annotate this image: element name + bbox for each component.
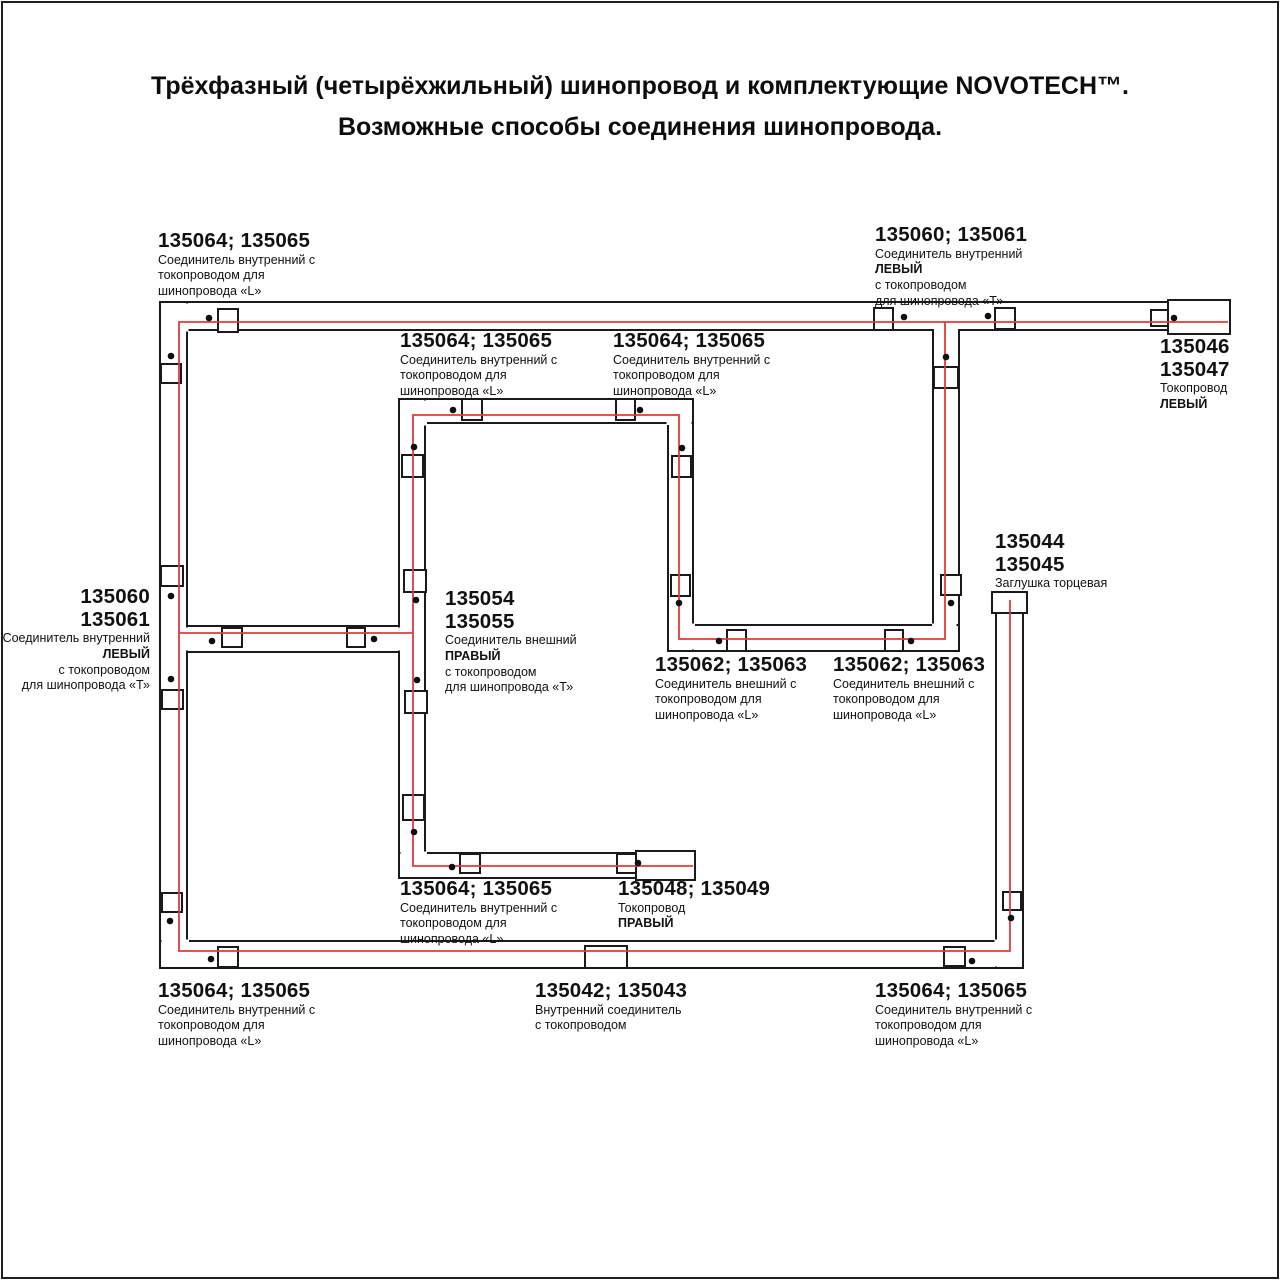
label-line: для шинопровода «Т» [21,678,150,693]
connector-box [934,367,958,388]
part-numbers: 135060 [80,585,150,608]
label-line: Соединитель внутренний с [875,1002,1033,1017]
part-numbers: 135062; 135063 [655,653,808,676]
connector-box [404,570,426,592]
marker-dot [449,864,456,871]
part-numbers: 135064; 135065 [400,329,553,352]
track-left-branch [187,626,399,652]
part-numbers: 135047 [1160,357,1230,381]
junction-patch [398,628,424,651]
part-numbers: 135045 [995,552,1065,576]
label-line: Соединитель внешний [445,633,577,648]
marker-dot [414,677,421,684]
label-line: шинопровода «L» [158,284,262,299]
marker-dot [908,638,915,645]
label-t-connector-middle [445,588,577,696]
label-line: Соединитель внутренний с [158,252,316,267]
track-middle-top [399,399,693,423]
label-line: Соединитель внешний с [655,676,797,691]
connector-box [1151,310,1168,326]
marker-dot [206,315,213,322]
label-line: ЛЕВЫЙ [1160,396,1208,411]
connector-box [218,947,238,967]
marker-dot [679,445,686,452]
marker-dot [450,407,457,414]
power-feed-left-piece [1168,300,1230,334]
label-line: токопроводом для [158,268,265,283]
connector-box [885,630,903,651]
marker-dot [411,829,418,836]
connector-box [460,854,480,873]
label-line: с токопроводом [445,664,537,679]
label-line: ПРАВЫЙ [445,648,501,663]
connector-box [462,399,482,420]
label-line: Соединитель внутренний [2,631,150,646]
label-outer-connector-right [833,654,985,724]
connector-box [218,309,238,332]
label-inner-connector-bottom-right [875,980,1032,1050]
connector-box [405,691,427,713]
part-numbers: 135046 [1160,335,1230,358]
marker-dot [901,314,908,321]
part-numbers: 135064; 135065 [158,229,311,252]
junction-patch [162,304,189,332]
label-t-connector-left [3,586,150,694]
label-line: токопроводом для [875,1018,982,1033]
marker-dot [1171,315,1178,322]
label-line: Соединитель внешний с [833,676,975,691]
junction-patch [162,940,190,967]
connector-box [161,364,181,383]
marker-dot [969,958,976,965]
label-line: токопроводом для [158,1018,265,1033]
label-power-feed-right [618,878,770,932]
part-numbers: 135064; 135065 [875,979,1028,1002]
part-numbers: 135042; 135043 [535,979,688,1002]
connector-box [222,628,242,647]
part-numbers: 135044 [995,530,1065,553]
connector-box [617,854,636,873]
marker-dot [637,407,644,414]
label-line: шинопровода «L» [400,384,504,399]
part-numbers: 135064; 135065 [158,979,311,1002]
marker-dot [208,956,215,963]
marker-dot [948,600,955,607]
label-line: токопроводом для [400,916,507,931]
marker-dot [411,444,418,451]
label-inner-connector-top-left [158,230,315,300]
label-line: токопроводом для [613,368,720,383]
marker-dot [676,600,683,607]
label-line: Соединитель внутренний [875,246,1023,261]
part-numbers: 135054 [445,587,515,610]
label-line: токопроводом для [833,692,940,707]
connector-box [616,399,635,420]
label-straight-connector [535,980,687,1034]
marker-dot [985,313,992,320]
label-line: Токопровод [1160,381,1228,396]
label-line: ЛЕВЫЙ [875,262,923,277]
label-line: для шинопровода «Т» [875,293,1004,308]
part-numbers: 135048; 135049 [618,877,771,900]
marker-dot [209,638,216,645]
label-line: шинопровода «L» [875,1034,979,1049]
label-line: шинопровода «L» [158,1034,262,1049]
marker-dot [168,593,175,600]
label-line: токопроводом для [655,692,762,707]
label-t-connector-top-right [875,224,1027,310]
part-numbers: 135060; 135061 [875,223,1028,246]
title-line-2: Возможные способы соединения шинопровода. [337,112,943,141]
label-line: Токопровод [618,900,686,915]
title-line-1: Трёхфазный (четырёхжильный) шинопровод и комплектующие NOVOTECH™. [151,72,1129,100]
label-line: шинопровода «L» [613,384,717,399]
marker-dot [168,353,175,360]
marker-dot [167,918,174,925]
connector-box [671,575,690,596]
label-inner-connector-mid-right [613,330,770,400]
connector-box [995,308,1015,329]
marker-dot [716,638,723,645]
marker-dot [635,860,642,867]
label-line: Заглушка торцевая [995,576,1108,591]
marker-dot [168,676,175,683]
label-outer-connector-left [655,654,807,724]
label-inner-connector-bottom-left [158,980,315,1050]
label-line: ЛЕВЫЙ [102,646,150,661]
label-line: Внутренний соединитель [535,1002,682,1017]
label-line: токопроводом для [400,368,507,383]
label-end-cap [995,531,1107,592]
marker-dot [1008,915,1015,922]
part-numbers: 135064; 135065 [400,877,553,900]
label-line: шинопровода «L» [400,932,504,947]
connector-box [672,456,691,477]
marker-dot [413,597,420,604]
label-line: для шинопровода «Т» [445,680,574,695]
connector-box [347,628,365,647]
label-line: с токопроводом [875,278,967,293]
connector-box [1003,892,1021,910]
part-numbers: 135061 [80,607,150,631]
part-numbers: 135062; 135063 [833,653,986,676]
label-line: Соединитель внутренний с [613,352,771,367]
label-line: шинопровода «L» [833,708,937,723]
page-title [0,66,1280,147]
label-line: Соединитель внутренний с [158,1002,316,1017]
label-inner-connector-bottom-middle [400,878,557,948]
track-right-shape-left [668,399,693,651]
part-numbers: 135064; 135065 [613,329,766,352]
label-line: с токопроводом [535,1018,627,1033]
marker-dot [943,354,950,361]
marker-dot [371,636,378,643]
track-right-shape-bottom [668,625,959,651]
label-line: шинопровода «L» [655,708,759,723]
label-line: Соединитель внутренний с [400,352,558,367]
part-numbers: 135055 [445,609,515,633]
connector-box [874,308,893,330]
junction-patch [162,628,189,651]
junction-patch [995,940,1022,967]
label-power-feed-left [1160,336,1230,413]
label-line: с токопроводом [58,662,150,677]
connector-box [941,575,961,595]
connector-box [727,630,746,651]
label-line: Соединитель внутренний с [400,900,558,915]
junction-patch [670,624,696,650]
straight-connector-box [585,946,627,968]
connector-box [944,947,965,966]
label-line: ПРАВЫЙ [618,916,674,931]
label-inner-connector-mid-left [400,330,557,400]
